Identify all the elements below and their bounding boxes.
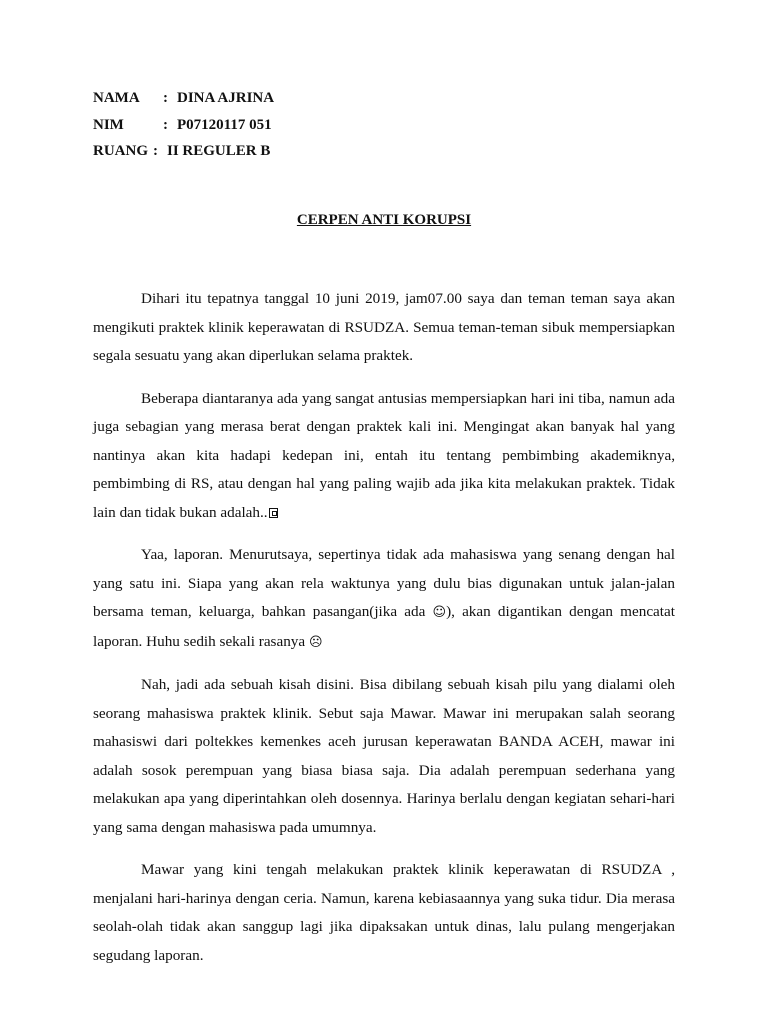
nim-value: P07120117 051 — [177, 116, 272, 133]
paragraph-3-text-a: Yaa, laporan. Menurutsaya, sepertinya tidak ada mahasiswa yang senang dengan hal yang satu ini. Siapa yang akan rela waktunya yang dulu bias digunakan untuk jalan-jalan bersama teman, keluarga, bahkan pasangan(jika ada — [93, 546, 675, 620]
student-info — [93, 85, 274, 165]
paragraph-2-text: Beberapa diantaranya ada yang sangat antusias mempersiapkan hari ini tiba, namun ada juga sebagian yang merasa berat dengan praktek kali ini. Mengingat akan banyak hal yang nantinya akan kita hadapi kedepan ini, entah itu tentang pembimbing akademiknya, pembimbing di RS, atau dengan hal yang paling wajib ada jika kita melakukan praktek. Tidak lain dan tidak bukan adalah.. — [93, 389, 675, 521]
ruang-value: II REGULER B — [167, 143, 271, 159]
smile-emoji-icon: ☺ — [432, 605, 447, 620]
nama-label: NAMA — [93, 90, 140, 106]
document-title: CERPEN ANTI KORUPSI — [296, 212, 472, 228]
nim-row — [93, 112, 274, 139]
ruang-separator: : — [153, 143, 158, 159]
paragraph-2 — [93, 385, 675, 528]
ruang-row — [93, 138, 274, 165]
paragraph-3 — [93, 541, 675, 657]
sad-emoji-icon: ☹ — [308, 634, 323, 650]
paragraph-4: Nah, jadi ada sebuah kisah disini. Bisa dibilang sebuah kisah pilu yang dialami oleh seorang mahasiswa praktek klinik. Sebut saja Mawar. Mawar ini merupakan salah seorang mahasiswi dari poltekkes kemenkes aceh jurusan keperawatan BANDA ACEH, mawar ini adalah sosok perempuan yang biasa biasa saja. Dia adalah perempuan sederhana yang melakukan apa yang diperintahkan oleh dosennya. Harinya berlalu dengan kegiatan sehari-hari yang sama dengan mahasiswa pada umumnya. — [93, 676, 675, 836]
story-body — [93, 285, 675, 984]
paragraph-1: Dihari itu tepatnya tanggal 10 juni 2019, jam07.00 saya dan teman teman saya akan mengikuti praktek klinik keperawatan di RSUDZA. Semua teman-teman sibuk mempersiapkan segala sesuatu yang akan diperlukan selama praktek. — [93, 290, 675, 364]
nama-separator: : — [163, 90, 168, 106]
paragraph-3-text-b: ), akan digantikan dengan mencatat laporan. Huhu sedih sekali rasanya — [93, 603, 675, 650]
nim-label: NIM — [93, 116, 124, 133]
ruang-label: RUANG — [93, 143, 148, 159]
nama-value: DINA AJRINA — [177, 90, 275, 106]
paragraph-5: Mawar yang kini tengah melakukan praktek klinik keperawatan di RSUDZA , menjalani hari-harinya dengan ceria. Namun, karena kebiasaannya yang suka tidur. Dia merasa seolah-olah tidak akan sanggup lagi jika dipaksakan untuk dinas, lalu pulang mengerjakan segudang laporan. — [93, 861, 675, 964]
nama-row — [93, 85, 274, 112]
nim-separator: : — [163, 116, 168, 133]
boxed-glyph-icon — [269, 508, 278, 518]
